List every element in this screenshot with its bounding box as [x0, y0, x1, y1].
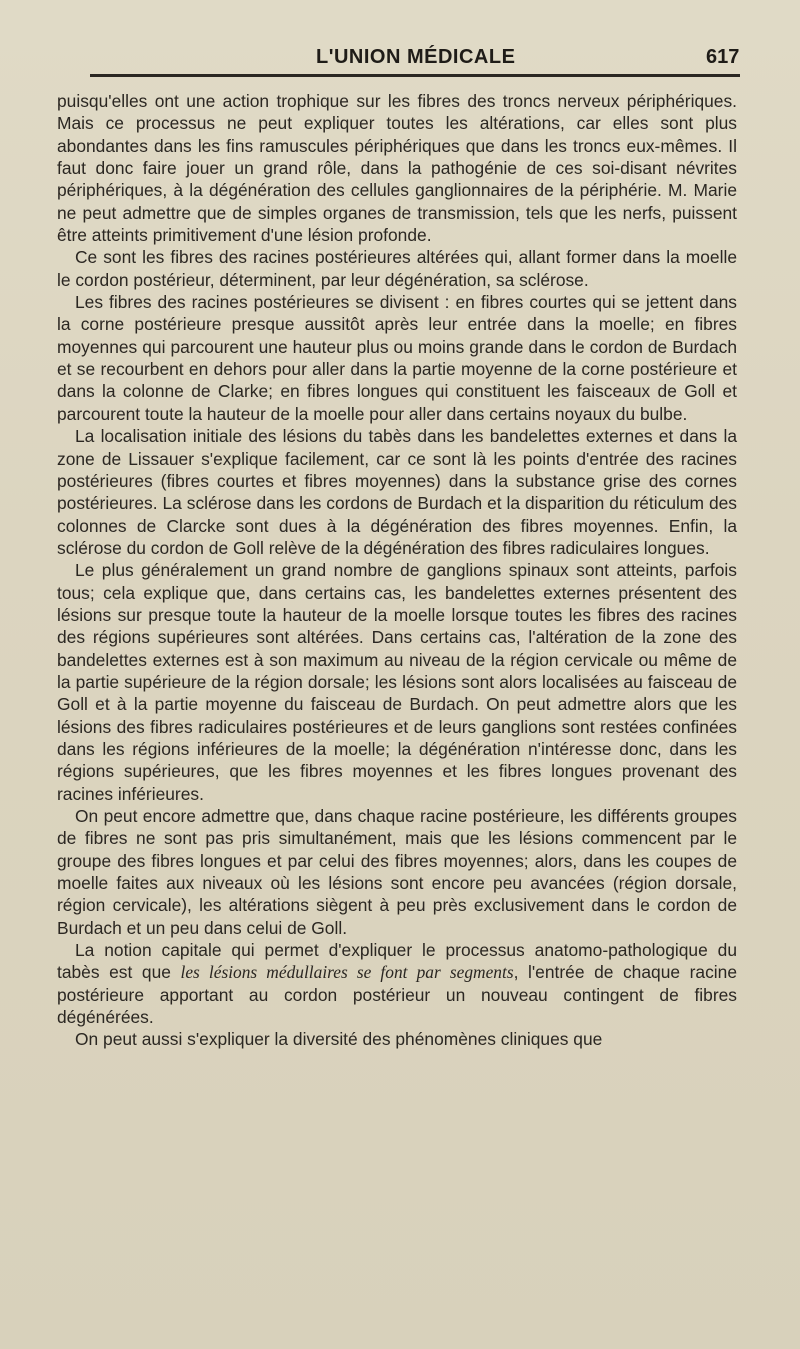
page-header	[0, 44, 800, 76]
paragraph-1: puisqu'elles ont une action trophique sur les fibres des troncs nerveux périphériques. Mais ce processus ne peut expliquer toutes les altérations, car elles sont plus abondantes dans les fins ramuscules périphériques que dans les troncs eux-mêmes. Il faut donc faire jouer un grand rôle, dans la pathogénie de ces soi-disant névrites périphériques, à la dégénération des cellules ganglionnaires de la périphérie. M. Marie ne peut admettre que de simples organes de transmission, tels que les nerfs, puissent être atteints primitivement d'une lésion profonde.	[57, 91, 737, 246]
body-text	[57, 90, 737, 1051]
paragraph-6: On peut encore admettre que, dans chaque racine postérieure, les différents groupes de fibres ne sont pas pris simultanément, mais que les lésions commencent par le groupe des fibres longues et par celui des fibres moyennes; alors, dans les coupes de moelle faites aux niveaux où les lésions sont encore peu avancées (région dorsale, région cervicale), les altérations siègent à peu près exclusivement dans le cordon de Burdach et un peu dans celui de Goll.	[57, 806, 737, 938]
header-rule	[90, 74, 740, 77]
paragraph-7-after: , l'entrée de chaque racine postérieure apportant au cordon postérieur un nouveau contingent de fibres dégénérées.	[57, 962, 737, 1028]
paragraph-5: Le plus généralement un grand nombre de ganglions spinaux sont atteints, parfois tous; cela explique que, dans certains cas, les bandelettes externes présentent des lésions sur presque toute la hauteur de la moelle lorsque toutes les fibres des racines des régions supérieures sont altérées. Dans certains cas, l'altération de la zone des bandelettes externes est à son maximum au niveau de la région cervicale ou même de la partie supérieure de la région dorsale; les lésions sont alors localisées au faisceau de Goll et à la partie moyenne du faisceau de Burdach. On peut admettre alors que les lésions des fibres radiculaires postérieures et de leurs ganglions sont restées confinées dans les régions inférieures de la moelle; la dégénération n'intéresse donc, dans les régions supérieures, que les fibres moyennes et les fibres longues provenant des racines inférieures.	[57, 560, 737, 804]
paragraph-2: Ce sont les fibres des racines postérieures altérées qui, allant former dans la moelle le cordon postérieur, déterminent, par leur dégénération, sa sclérose.	[57, 247, 737, 290]
paragraph-3: Les fibres des racines postérieures se divisent : en fibres courtes qui se jettent dans la corne postérieure presque aussitôt après leur entrée dans la moelle; en fibres moyennes qui parcourent une hauteur plus ou moins grande dans le cordon de Burdach et se recourbent en dehors pour aller dans la partie moyenne de la corne postérieure et dans la colonne de Clarke; en fibres longues qui constituent les faisceaux de Goll et parcourent toute la hauteur de la moelle pour aller dans certains noyaux du bulbe.	[57, 292, 737, 424]
paragraph-7-before: La notion capitale qui permet d'expliquer le processus anatomo-pathologique du tabès est que	[57, 940, 737, 983]
paragraph-8: On peut aussi s'expliquer la diversité des phénomènes cliniques que	[75, 1029, 603, 1050]
paragraph-7	[57, 939, 737, 1028]
paragraph-4: La localisation initiale des lésions du tabès dans les bandelettes externes et dans la zone de Lissauer s'explique facilement, car ce sont là les points d'entrée des racines postérieures (fibres courtes et fibres moyennes) dans la substance grise des cornes postérieures. La sclérose dans les cordons de Burdach et la disparition du réticulum des colonnes de Clarcke sont dues à la dégénération des fibres moyennes. Enfin, la sclérose du cordon de Goll relève de la dégénération des fibres radiculaires longues.	[57, 426, 737, 558]
paragraph-7-italic: les lésions médullaires se font par segments	[180, 962, 514, 983]
running-title: L'UNION MÉDICALE	[316, 46, 516, 68]
page-number: 617	[706, 46, 740, 68]
